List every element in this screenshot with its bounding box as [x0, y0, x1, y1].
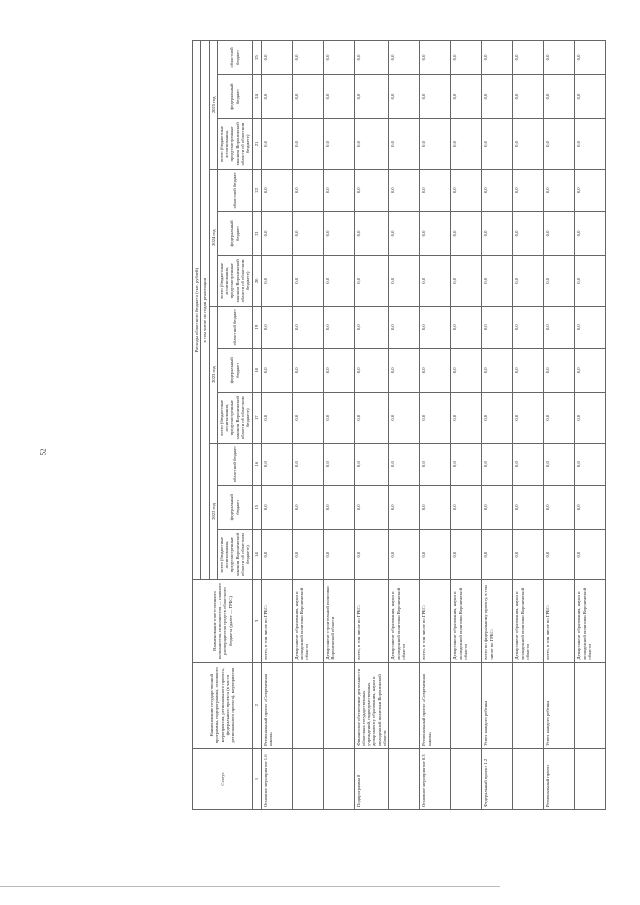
row-value: 0,0 — [513, 41, 544, 75]
row-value: 0,0 — [323, 392, 354, 443]
table-row — [575, 41, 606, 810]
header-year-2024: 2024 год — [209, 169, 217, 306]
header-federal: федеральный бюджет — [217, 348, 252, 392]
column-index: 18 — [252, 348, 261, 392]
row-value: 0,0 — [292, 306, 323, 348]
row-value: 0,0 — [575, 169, 606, 211]
row-value: 0,0 — [389, 443, 420, 485]
footer-rule — [0, 886, 500, 887]
header-status: Статус — [193, 748, 253, 809]
row-value: 0,0 — [451, 211, 482, 255]
row-status — [451, 748, 482, 809]
row-executor: Департамент образования, науки и молодежной политики Воронежской области — [575, 580, 606, 662]
row-value: 0,0 — [261, 119, 292, 170]
header-total: всего (бюджетные ассигнования, предусмотренные законом Воронежской области об областном бюджете) — [217, 256, 252, 307]
row-program-name: Региональный проект «Современная школа» — [261, 662, 292, 748]
header-year-2022: 2022 год — [209, 443, 217, 580]
row-value: 0,0 — [323, 211, 354, 255]
row-value: 0,0 — [544, 392, 575, 443]
row-value: 0,0 — [261, 256, 292, 307]
row-value: 0,0 — [513, 306, 544, 348]
header-regional: областной бюджет — [217, 443, 252, 485]
row-status — [513, 748, 544, 809]
row-value: 0,0 — [261, 529, 292, 580]
row-value: 0,0 — [354, 169, 389, 211]
row-value: 0,0 — [544, 169, 575, 211]
table-row — [292, 41, 323, 810]
row-value: 0,0 — [354, 529, 389, 580]
row-value: 0,0 — [323, 348, 354, 392]
row-status — [323, 748, 354, 809]
row-value: 0,0 — [323, 485, 354, 529]
row-value: 0,0 — [292, 169, 323, 211]
row-value: 0,0 — [575, 306, 606, 348]
row-value: 0,0 — [292, 485, 323, 529]
row-value: 0,0 — [420, 529, 451, 580]
header-total: всего (бюджетные ассигнования, предусмотренные законом Воронежской области об областном бюджете) — [217, 529, 252, 580]
row-value: 0,0 — [261, 74, 292, 118]
row-value: 0,0 — [292, 348, 323, 392]
row-program-name: Региональный проект «Современная школа» — [420, 662, 451, 748]
row-value: 0,0 — [451, 443, 482, 485]
row-value: 0,0 — [451, 485, 482, 529]
row-value: 0,0 — [389, 211, 420, 255]
row-value: 0,0 — [544, 256, 575, 307]
row-value: 0,0 — [544, 119, 575, 170]
row-program-name — [575, 662, 606, 748]
row-status — [292, 748, 323, 809]
row-value: 0,0 — [389, 485, 420, 529]
row-value: 0,0 — [513, 485, 544, 529]
row-value: 0,0 — [544, 348, 575, 392]
row-value: 0,0 — [482, 169, 513, 211]
row-value: 0,0 — [389, 119, 420, 170]
header-program-name: Наименование государственной программы, подпрограммы, основного мероприятия, регионального проекта, федерального проекта (в части регионального проекта), мероприятия — [193, 662, 253, 748]
table-row — [261, 41, 292, 810]
budget-table — [192, 40, 606, 810]
header-expenses: Расходы областного бюджета (тыс. рублей) — [193, 41, 201, 580]
row-value: 0,0 — [354, 443, 389, 485]
row-value: 0,0 — [323, 306, 354, 348]
row-value: 0,0 — [261, 41, 292, 75]
header-total: всего (бюджетные ассигнования, предусмотренные законом Воронежской области об областном бюджете) — [217, 119, 252, 170]
row-value: 0,0 — [451, 392, 482, 443]
row-status: Основное мероприятие 8.3 — [420, 748, 451, 809]
row-value: 0,0 — [420, 169, 451, 211]
row-value: 0,0 — [575, 348, 606, 392]
row-value: 0,0 — [575, 256, 606, 307]
budget-table-rotated — [192, 40, 612, 810]
table-row — [544, 41, 575, 810]
row-value: 0,0 — [451, 529, 482, 580]
row-value: 0,0 — [420, 443, 451, 485]
column-index: 1 — [252, 748, 261, 809]
row-value: 0,0 — [513, 169, 544, 211]
header-total: всего (бюджетные ассигнования, предусмотренные законом Воронежской области об областном бюджете) — [217, 392, 252, 443]
row-value: 0,0 — [420, 256, 451, 307]
row-value: 0,0 — [544, 443, 575, 485]
row-value: 0,0 — [389, 529, 420, 580]
row-value: 0,0 — [292, 211, 323, 255]
row-value: 0,0 — [420, 211, 451, 255]
row-status: Подпрограмма 8 — [354, 748, 389, 809]
row-value: 0,0 — [575, 443, 606, 485]
row-value: 0,0 — [482, 306, 513, 348]
row-value: 0,0 — [451, 348, 482, 392]
row-value: 0,0 — [354, 74, 389, 118]
row-value: 0,0 — [389, 169, 420, 211]
row-value: 0,0 — [323, 169, 354, 211]
row-value: 0,0 — [354, 119, 389, 170]
row-executor: Департамент образования, науки и молодежной политики Воронежской области — [389, 580, 420, 662]
row-value: 0,0 — [389, 74, 420, 118]
row-value: 0,0 — [292, 256, 323, 307]
row-value: 0,0 — [261, 211, 292, 255]
table-row — [451, 41, 482, 810]
column-index: 2 — [252, 662, 261, 748]
row-program-name — [451, 662, 482, 748]
header-regional: областной бюджет — [217, 169, 252, 211]
column-index: 19 — [252, 306, 261, 348]
row-executor: Департамент строительной политики Воронежской области — [323, 580, 354, 662]
row-value: 0,0 — [575, 392, 606, 443]
table-row — [323, 41, 354, 810]
row-status: Основное мероприятие 1.6 — [261, 748, 292, 809]
row-value: 0,0 — [482, 74, 513, 118]
header-federal: федеральный бюджет — [217, 485, 252, 529]
column-index: 25 — [252, 41, 261, 75]
row-value: 0,0 — [482, 41, 513, 75]
row-value: 0,0 — [482, 119, 513, 170]
column-index: 21 — [252, 211, 261, 255]
row-value: 0,0 — [389, 256, 420, 307]
row-value: 0,0 — [292, 119, 323, 170]
column-index: 16 — [252, 443, 261, 485]
column-index: 3 — [252, 580, 261, 662]
row-value: 0,0 — [451, 306, 482, 348]
row-value: 0,0 — [389, 41, 420, 75]
row-value: 0,0 — [420, 392, 451, 443]
header-year-2023: 2023 год — [209, 306, 217, 443]
row-value: 0,0 — [544, 211, 575, 255]
row-value: 0,0 — [575, 529, 606, 580]
header-federal: федеральный бюджет — [217, 74, 252, 118]
table-row — [420, 41, 451, 810]
row-value: 0,0 — [354, 211, 389, 255]
row-value: 0,0 — [482, 485, 513, 529]
row-value: 0,0 — [513, 119, 544, 170]
row-value: 0,0 — [292, 443, 323, 485]
row-value: 0,0 — [451, 74, 482, 118]
row-value: 0,0 — [451, 169, 482, 211]
row-value: 0,0 — [482, 348, 513, 392]
column-index: 22 — [252, 169, 261, 211]
row-value: 0,0 — [261, 443, 292, 485]
column-index: 14 — [252, 529, 261, 580]
row-program-name: Успех каждого ребенка — [482, 662, 513, 748]
row-value: 0,0 — [575, 485, 606, 529]
header-regional: областной бюджет — [217, 41, 252, 75]
row-value: 0,0 — [389, 306, 420, 348]
row-value: 0,0 — [513, 392, 544, 443]
row-value: 0,0 — [292, 41, 323, 75]
row-value: 0,0 — [513, 443, 544, 485]
row-value: 0,0 — [261, 392, 292, 443]
row-status — [575, 748, 606, 809]
row-value: 0,0 — [482, 392, 513, 443]
table-row — [389, 41, 420, 810]
row-value: 0,0 — [451, 256, 482, 307]
row-value: 0,0 — [354, 306, 389, 348]
row-executor: всего по федеральному проекту, в том числе по ГРБС: — [482, 580, 513, 662]
row-value: 0,0 — [482, 529, 513, 580]
row-executor: Департамент образования, науки и молодежной политики Воронежской области — [513, 580, 544, 662]
row-value: 0,0 — [513, 529, 544, 580]
row-status: Региональный проект — [544, 748, 575, 809]
row-program-name — [389, 662, 420, 748]
row-value: 0,0 — [513, 74, 544, 118]
row-program-name: Финансовое обеспечение деятельности областных государственных учреждений, подведомственных департаменту образования, науки и молодежной политики Воронежской области — [354, 662, 389, 748]
row-value: 0,0 — [354, 348, 389, 392]
row-value: 0,0 — [323, 119, 354, 170]
row-value: 0,0 — [420, 119, 451, 170]
row-value: 0,0 — [575, 119, 606, 170]
row-value: 0,0 — [292, 529, 323, 580]
row-executor: всего, в том числе по ГРБС: — [354, 580, 389, 662]
row-executor: Департамент образования, науки и молодежной политики Воронежской области — [292, 580, 323, 662]
row-value: 0,0 — [513, 348, 544, 392]
row-value: 0,0 — [544, 41, 575, 75]
row-program-name — [323, 662, 354, 748]
row-value: 0,0 — [451, 41, 482, 75]
page-number: 52 — [39, 448, 48, 456]
column-index: 15 — [252, 485, 261, 529]
header-federal: федеральный бюджет — [217, 211, 252, 255]
row-program-name — [513, 662, 544, 748]
row-value: 0,0 — [389, 392, 420, 443]
column-index: 20 — [252, 256, 261, 307]
column-index: 17 — [252, 392, 261, 443]
header-by-years: в том числе по годам реализации — [201, 41, 209, 580]
row-value: 0,0 — [420, 348, 451, 392]
row-value: 0,0 — [420, 485, 451, 529]
row-value: 0,0 — [544, 74, 575, 118]
row-value: 0,0 — [420, 41, 451, 75]
row-value: 0,0 — [323, 41, 354, 75]
column-index: 21 — [252, 119, 261, 170]
row-value: 0,0 — [482, 443, 513, 485]
row-value: 0,0 — [323, 74, 354, 118]
row-program-name: Успех каждого ребенка — [544, 662, 575, 748]
row-value: 0,0 — [261, 169, 292, 211]
row-value: 0,0 — [575, 211, 606, 255]
row-value: 0,0 — [575, 41, 606, 75]
row-value: 0,0 — [513, 256, 544, 307]
row-value: 0,0 — [420, 74, 451, 118]
row-value: 0,0 — [354, 485, 389, 529]
row-value: 0,0 — [292, 74, 323, 118]
row-executor: всего, в том числе по ГРБС: — [261, 580, 292, 662]
row-status — [389, 748, 420, 809]
row-status: Федеральный проект 1.2 — [482, 748, 513, 809]
row-value: 0,0 — [354, 392, 389, 443]
header-executor: Наименование ответственного исполнителя, исполнителя — главного распорядителя средств областного бюджета (далее — ГРБС) — [193, 580, 253, 662]
row-value: 0,0 — [323, 529, 354, 580]
table-row — [513, 41, 544, 810]
row-value: 0,0 — [544, 485, 575, 529]
row-value: 0,0 — [323, 443, 354, 485]
row-value: 0,0 — [389, 348, 420, 392]
row-program-name — [292, 662, 323, 748]
row-value: 0,0 — [323, 256, 354, 307]
row-executor: Департамент образования, науки и молодежной политики Воронежской области — [451, 580, 482, 662]
row-value: 0,0 — [544, 529, 575, 580]
row-value: 0,0 — [261, 485, 292, 529]
row-value: 0,0 — [575, 74, 606, 118]
row-value: 0,0 — [544, 306, 575, 348]
header-year-2025: 2025 год — [209, 41, 217, 170]
row-value: 0,0 — [482, 256, 513, 307]
row-value: 0,0 — [354, 41, 389, 75]
table-row — [354, 41, 389, 810]
row-executor: всего, в том числе по ГРБС: — [544, 580, 575, 662]
row-value: 0,0 — [354, 256, 389, 307]
row-value: 0,0 — [261, 306, 292, 348]
row-value: 0,0 — [292, 392, 323, 443]
table-row — [482, 41, 513, 810]
row-value: 0,0 — [482, 211, 513, 255]
row-executor: всего, в том числе по ГРБС: — [420, 580, 451, 662]
row-value: 0,0 — [261, 348, 292, 392]
column-index: 24 — [252, 74, 261, 118]
row-value: 0,0 — [420, 306, 451, 348]
row-value: 0,0 — [451, 119, 482, 170]
header-regional: областной бюджет — [217, 306, 252, 348]
row-value: 0,0 — [513, 211, 544, 255]
